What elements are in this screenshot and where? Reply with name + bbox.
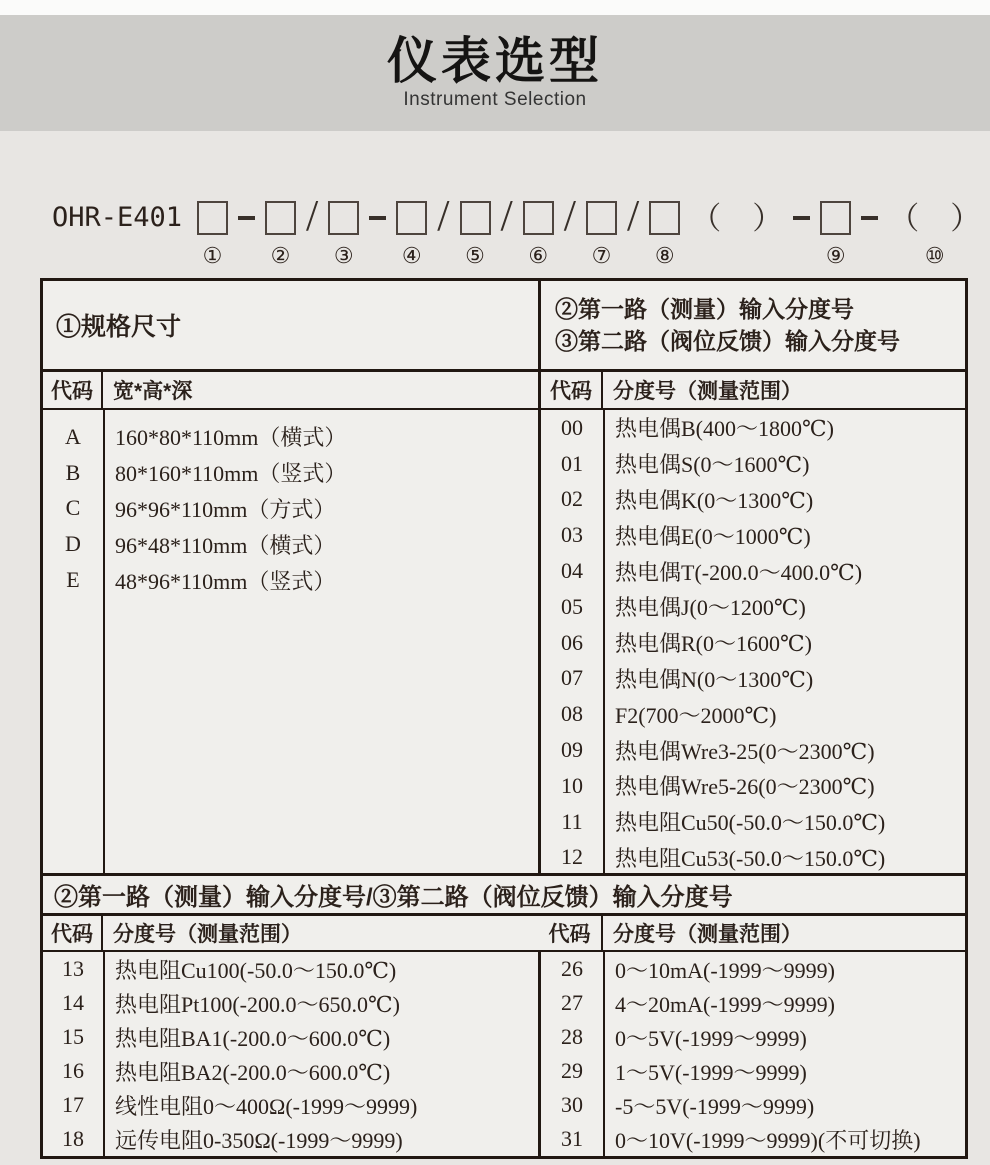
code-cell: 29	[561, 1058, 583, 1083]
code-separator-paren: （ ）	[888, 200, 982, 236]
code-cell: 14	[62, 990, 84, 1015]
desc-cell: 热电阻Cu50(-50.0～150.0℃)	[615, 810, 886, 836]
table-row	[43, 952, 538, 986]
code-box	[328, 201, 359, 235]
section2-right-desc-header: 分度号（测量范围）	[613, 923, 802, 946]
code-box	[396, 201, 427, 235]
code-cell: 00	[561, 414, 583, 440]
desc-cell: 远传电阻0-350Ω(-1999～9999)	[115, 1127, 403, 1153]
table-row	[43, 455, 538, 491]
desc-cell: -5～5V(-1999～9999)	[615, 1093, 815, 1119]
code-cell: D	[65, 531, 81, 557]
code-box	[649, 201, 680, 235]
table-row	[541, 1122, 965, 1156]
section2-header-row: ②第一路（测量）输入分度号/③第二路（阀位反馈）输入分度号	[43, 876, 965, 916]
code-position-number: ⑦	[591, 243, 612, 268]
section2-right-code-header: 代码	[538, 916, 603, 950]
desc-cell: 线性电阻0～400Ω(-1999～9999)	[115, 1093, 418, 1119]
code-separator-segment	[437, 191, 450, 268]
code-position-number: ③	[333, 243, 354, 268]
code-position-number: ⑩	[924, 243, 945, 268]
code-separator-segment	[793, 201, 810, 268]
table-row	[541, 482, 965, 518]
code-cell: 16	[62, 1058, 84, 1083]
code-separator-dash	[238, 201, 255, 235]
desc-cell: 热电偶B(400～1800℃)	[615, 416, 834, 442]
selection-table	[40, 278, 968, 1159]
desc-cell: 热电偶J(0～1200℃)	[615, 595, 806, 621]
section1-right-rows	[538, 410, 965, 873]
desc-cell: 热电阻BA2(-200.0～600.0℃)	[115, 1059, 391, 1085]
code-box-segment	[328, 201, 359, 268]
table-row	[43, 526, 538, 562]
code-cell: 28	[561, 1024, 583, 1049]
code-separator-slash: /	[563, 191, 576, 240]
section1-right-title	[538, 281, 965, 369]
code-box	[586, 201, 617, 235]
table-row	[541, 732, 965, 768]
code-separator-segment	[563, 191, 576, 268]
table-row	[541, 446, 965, 482]
code-position-number: ⑥	[528, 243, 549, 268]
section1-right-code-header: 代码	[538, 372, 603, 408]
code-cell: 27	[561, 990, 583, 1015]
code-position-number: ⑨	[825, 243, 846, 268]
desc-cell: 0～10V(-1999～9999)(不可切换)	[615, 1127, 921, 1153]
code-separator-dash	[369, 201, 386, 235]
table-row	[541, 589, 965, 625]
code-separator-segment	[500, 191, 513, 268]
code-separator-slash: /	[626, 191, 640, 240]
table-row	[541, 661, 965, 697]
table-row	[43, 1122, 538, 1156]
code-separator-slash: /	[437, 191, 450, 240]
table-row	[541, 768, 965, 804]
code-box-segment	[586, 201, 617, 268]
code-cell: 08	[561, 701, 583, 727]
table-row	[43, 419, 538, 455]
code-box	[523, 201, 554, 235]
table-row	[541, 986, 965, 1020]
table-row	[43, 986, 538, 1020]
section1-right-title-line2: ③第二路（阀位反馈）输入分度号	[555, 328, 900, 354]
code-cell: 15	[62, 1024, 84, 1049]
desc-cell: 热电偶Wre3-25(0～2300℃)	[615, 738, 875, 764]
section1-left-rows	[43, 410, 538, 873]
code-cell: 10	[561, 772, 583, 798]
table-row	[43, 1088, 538, 1122]
code-cell: 12	[561, 844, 583, 870]
code-cell: 06	[561, 629, 583, 655]
code-box	[197, 201, 228, 235]
code-position-number: ④	[401, 243, 422, 268]
section1-subheader-row	[43, 372, 965, 410]
title-band	[0, 15, 990, 131]
desc-cell: 1～5V(-1999～9999)	[615, 1059, 807, 1085]
desc-cell: 热电阻Cu53(-50.0～150.0℃)	[615, 845, 886, 871]
table-row	[43, 562, 538, 598]
code-cell: B	[65, 459, 81, 485]
section2-subheader-row	[43, 916, 965, 952]
section2-left-desc-header: 分度号（测量范围）	[113, 923, 302, 946]
desc-cell: 热电偶N(0～1300℃)	[615, 666, 814, 692]
table-row	[541, 696, 965, 732]
code-box-segment	[820, 201, 851, 268]
table-row	[541, 840, 965, 873]
table-row	[541, 1054, 965, 1088]
code-cell: 03	[561, 522, 583, 548]
desc-cell: 热电偶T(-200.0～400.0℃)	[615, 559, 863, 585]
code-box-segment	[396, 201, 427, 268]
table-row	[541, 625, 965, 661]
desc-cell: 热电阻BA1(-200.0～600.0℃)	[115, 1025, 391, 1051]
code-separator-dash	[793, 201, 810, 235]
table-row	[541, 553, 965, 589]
table-row	[541, 804, 965, 840]
code-cell: 11	[561, 808, 583, 834]
code-box	[460, 201, 491, 235]
section2-left-rows	[43, 952, 538, 1156]
desc-cell: 热电阻Pt100(-200.0～650.0℃)	[115, 991, 400, 1017]
desc-cell: 96*96*110mm（方式）	[115, 496, 336, 522]
desc-cell: 0～10mA(-1999～9999)	[615, 957, 835, 983]
section1-data	[43, 410, 965, 876]
code-separator-segment	[626, 191, 640, 268]
section2-left-code-header: 代码	[43, 916, 103, 950]
code-cell: 18	[62, 1126, 84, 1151]
code-cell: 05	[561, 593, 583, 619]
code-position-number: ⑤	[465, 243, 485, 268]
model-prefix: OHR-E401	[52, 202, 183, 233]
table-row	[541, 952, 965, 986]
code-box-segment	[460, 201, 491, 268]
section1-right-desc-header: 分度号（测量范围）	[613, 380, 802, 403]
desc-cell: 0～5V(-1999～9999)	[615, 1025, 807, 1051]
table-row	[541, 517, 965, 553]
code-separator-segment	[306, 191, 319, 268]
code-box	[265, 201, 296, 235]
table-row	[43, 1020, 538, 1054]
section2-right-rows	[538, 952, 965, 1156]
code-cell: 31	[561, 1126, 583, 1151]
desc-cell: 热电偶R(0～1600℃)	[615, 631, 812, 657]
code-separator-paren: （ ）	[690, 200, 784, 236]
page-subtitle: Instrument Selection	[403, 88, 587, 110]
code-cell: 17	[62, 1092, 84, 1117]
code-box-segment	[523, 201, 554, 268]
code-cell: C	[65, 495, 81, 521]
desc-cell: 热电偶Wre5-26(0～2300℃)	[615, 774, 875, 800]
desc-cell: 160*80*110mm（横式）	[115, 425, 347, 451]
desc-cell: 热电偶K(0～1300℃)	[615, 487, 814, 513]
code-cell: A	[65, 423, 81, 449]
desc-cell: 热电阻Cu100(-50.0～150.0℃)	[115, 957, 397, 983]
code-cell: 13	[62, 956, 84, 981]
desc-cell: 热电偶S(0～1600℃)	[615, 452, 810, 478]
code-separator-dash	[861, 201, 878, 235]
code-cell: 26	[561, 956, 583, 981]
code-separator-segment	[690, 201, 783, 268]
table-row	[541, 1020, 965, 1054]
section1-left-code-header: 代码	[43, 372, 103, 408]
section1-left-desc-header: 宽*高*深	[113, 380, 193, 403]
desc-cell: 96*48*110mm（横式）	[115, 532, 336, 558]
model-code-segments	[192, 191, 986, 268]
section1-left-title: ①规格尺寸	[56, 313, 182, 341]
section1-right-title-line1: ②第一路（测量）输入分度号	[555, 295, 854, 322]
model-code-line	[52, 191, 990, 268]
code-separator-segment	[238, 201, 255, 268]
code-cell: 07	[561, 665, 583, 691]
code-box-segment	[197, 201, 228, 268]
top-strip	[0, 0, 990, 15]
code-box-segment	[265, 201, 296, 268]
code-separator-slash: /	[500, 191, 513, 240]
section1-header-row	[43, 281, 965, 372]
code-separator-segment	[888, 201, 981, 268]
code-cell: 30	[561, 1092, 583, 1117]
table-row	[43, 1054, 538, 1088]
desc-cell: 48*96*110mm（竖式）	[115, 568, 336, 594]
code-separator-slash: /	[306, 191, 319, 240]
code-cell: E	[66, 567, 80, 593]
code-cell: 09	[561, 737, 583, 763]
code-position-number: ⑧	[654, 243, 675, 268]
section2-data	[43, 952, 965, 1156]
desc-cell: 4～20mA(-1999～9999)	[615, 991, 835, 1017]
table-row	[541, 410, 965, 446]
code-cell: 04	[561, 558, 583, 584]
code-cell: 01	[561, 450, 583, 476]
desc-cell: 80*160*110mm（竖式）	[115, 461, 347, 487]
desc-cell: 热电偶E(0～1000℃)	[615, 523, 811, 549]
code-separator-segment	[369, 201, 386, 268]
code-box-segment	[649, 201, 680, 268]
code-box	[820, 201, 851, 235]
code-separator-segment	[861, 201, 878, 268]
page-title: 仪表选型	[387, 33, 603, 90]
code-position-number: ①	[202, 243, 223, 268]
table-row	[43, 491, 538, 527]
desc-cell: F2(700～2000℃)	[615, 702, 777, 728]
table-row	[541, 1088, 965, 1122]
code-position-number: ②	[270, 243, 291, 268]
code-cell: 02	[561, 486, 583, 512]
